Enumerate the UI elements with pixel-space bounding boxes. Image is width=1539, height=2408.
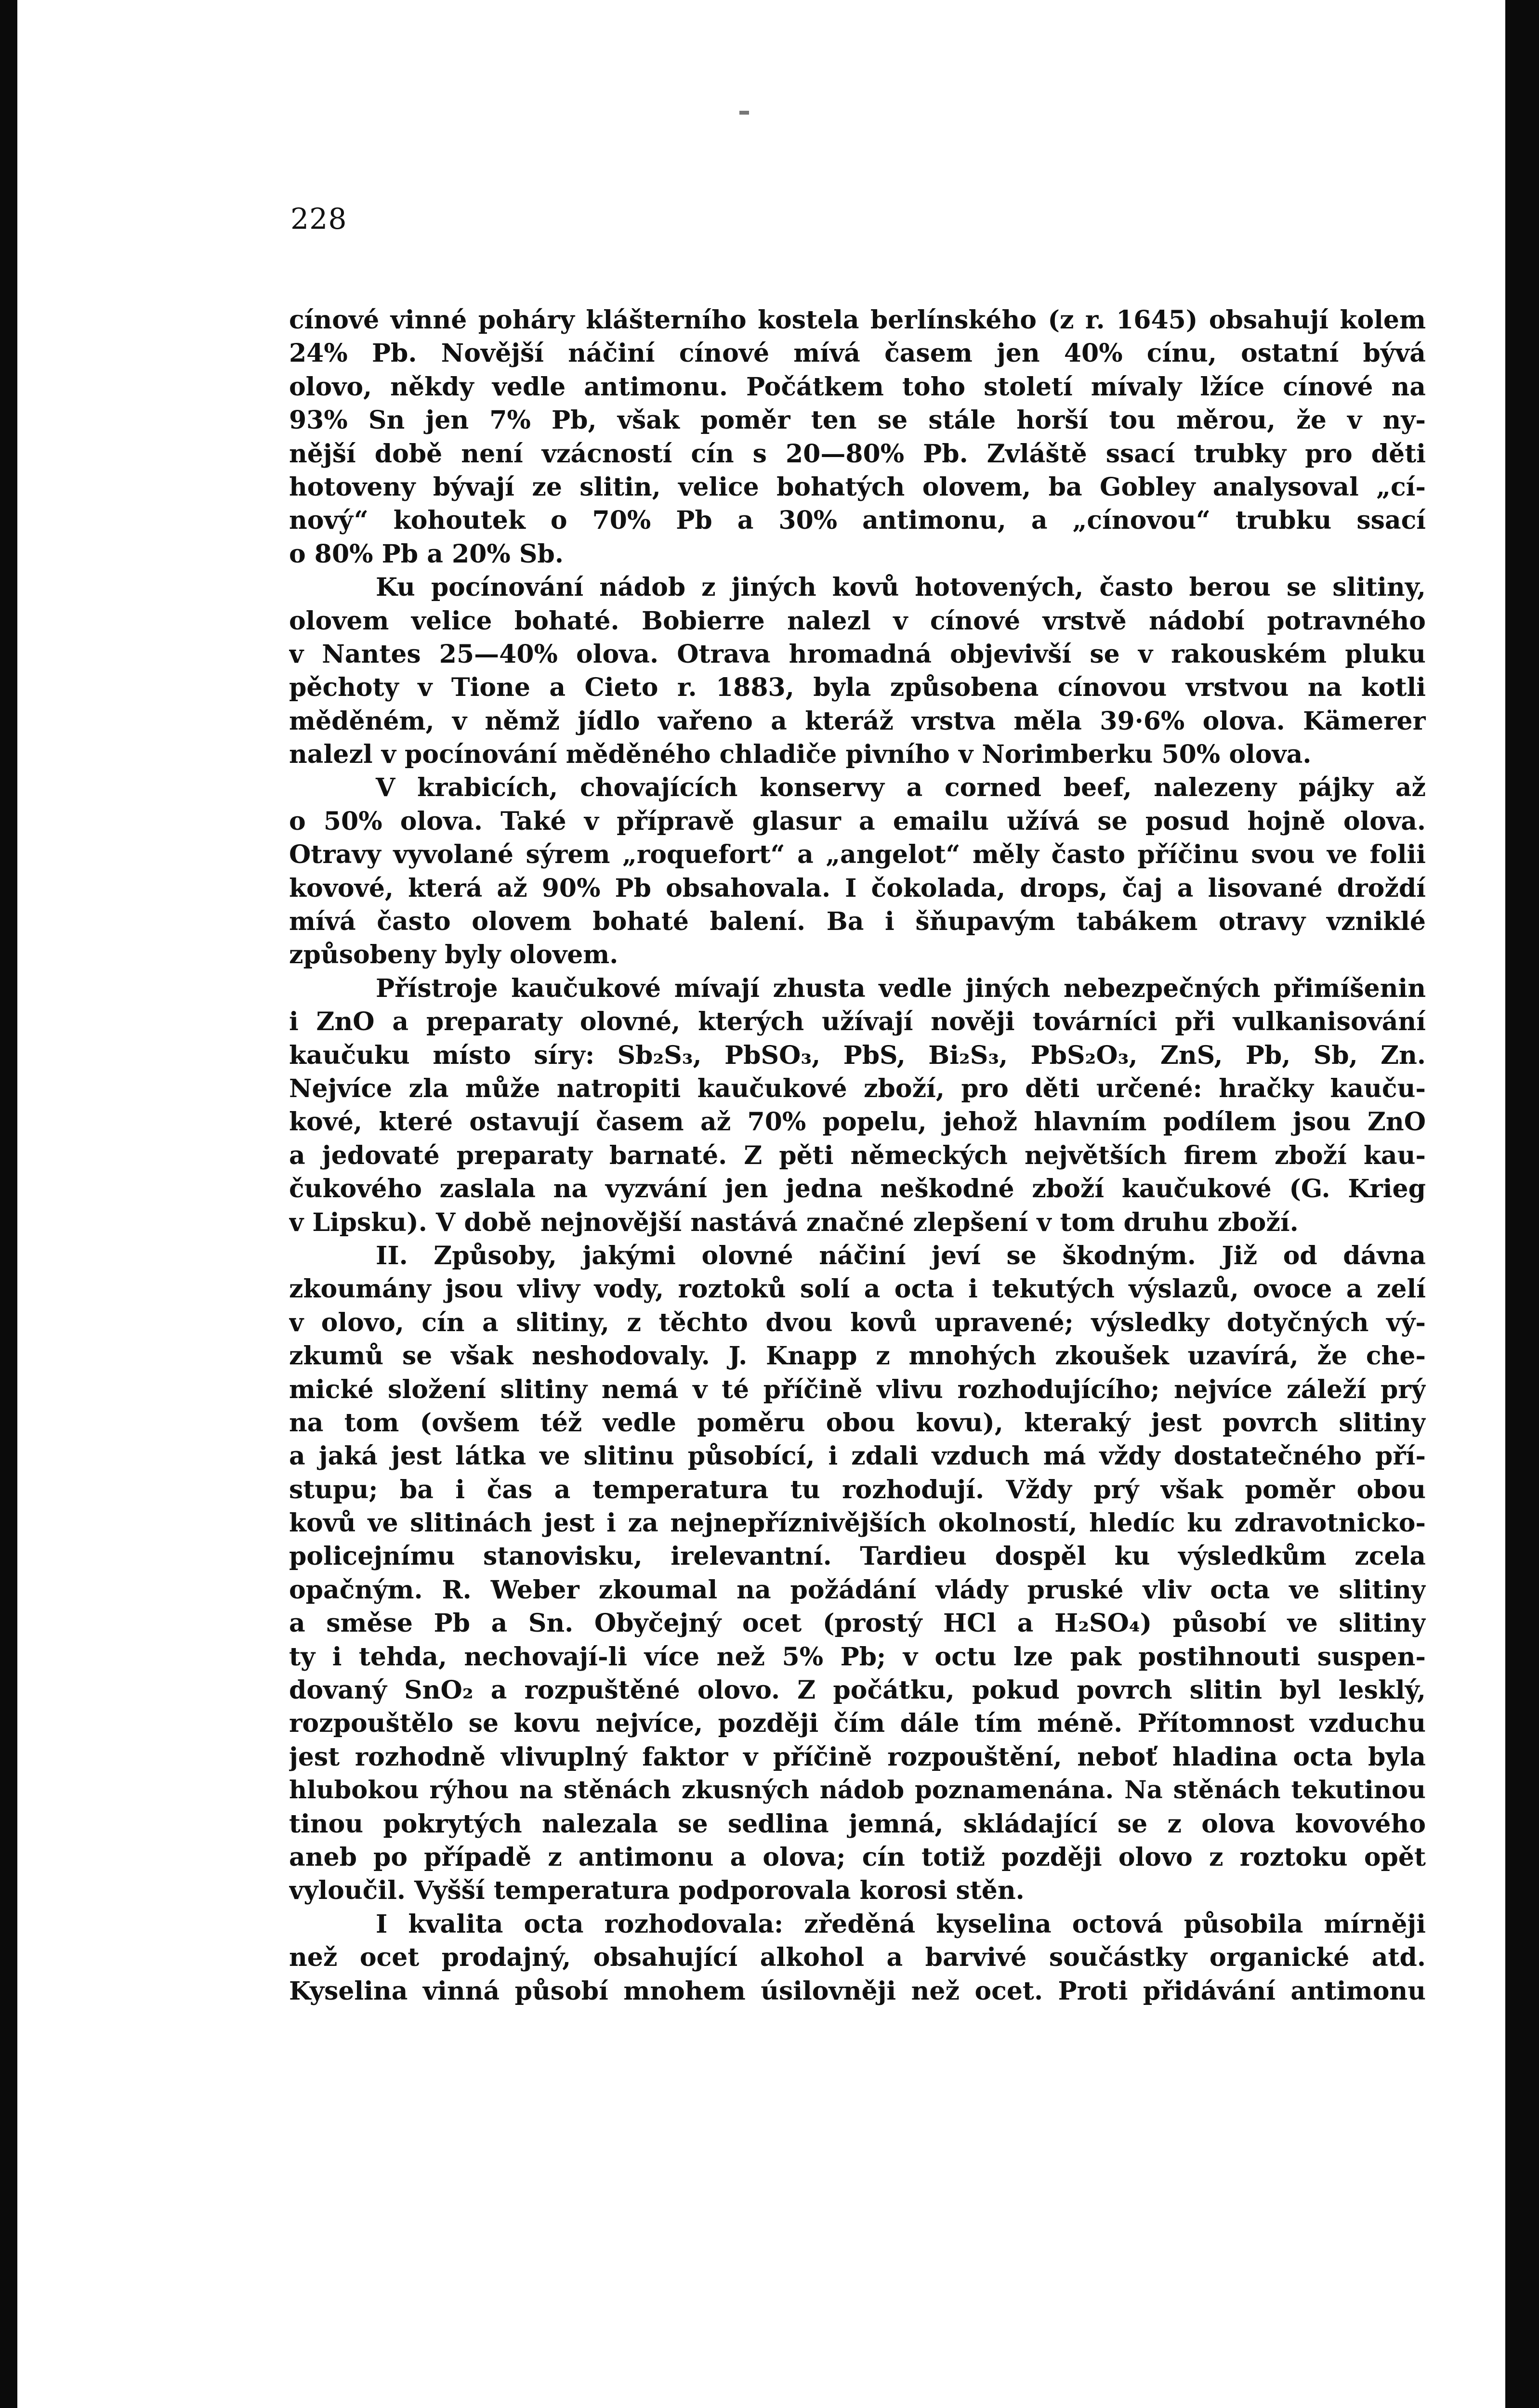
text-line: měděném, v němž jídlo vařeno a kteráž vrstva měla 39·6% olova. Kämerer [289, 706, 1426, 736]
text-line: kovů ve slitinách jest i za nejnepříznivějších okolností, hledíc ku zdravotnicko- [289, 1508, 1426, 1538]
text-line: než ocet prodajný, obsahující alkohol a barvivé součástky organické atd. [289, 1943, 1426, 1973]
text-line: policejnímu stanovisku, irelevantní. Tardieu dospěl ku výsledkům zcela [289, 1542, 1426, 1571]
text-line: aneb po případě z antimonu a olova; cín totiž později olovo z roztoku opět [289, 1842, 1426, 1872]
text-line: pěchoty v Tione a Cieto r. 1883, byla způsobena cínovou vrstvou na kotli [289, 673, 1426, 703]
scan-edge-right [1505, 0, 1539, 2408]
text-line: tinou pokrytých nalezala se sedlina jemná, skládající se z olova kovového [289, 1809, 1426, 1839]
text-line: Otravy vyvolané sýrem „roquefort“ a „angelot“ měly často příčinu svou ve folii [289, 840, 1426, 870]
text-line: hlubokou rýhou na stěnách zkusných nádob poznamenána. Na stěnách tekutinou [289, 1776, 1426, 1805]
page-number: 228 [290, 202, 347, 236]
text-line: v Lipsku). V době nejnovější nastává značné zlepšení v tom druhu zboží. [289, 1207, 1299, 1237]
text-line: kaučuku místo síry: Sb₂S₃, PbSO₃, PbS, Bi₂S₃, PbS₂O₃, ZnS, Pb, Sb, Zn. [289, 1040, 1426, 1070]
text-line: způsobeny byly olovem. [289, 940, 618, 970]
text-line: rozpouštělo se kovu nejvíce, později čím dále tím méně. Přítomnost vzduchu [289, 1709, 1426, 1739]
scan-mark [739, 111, 749, 115]
text-line: 24% Pb. Novější náčiní cínové mívá časem jen 40% cínu, ostatní bývá [289, 339, 1426, 368]
text-line: olovem velice bohaté. Bobierre nalezl v cínové vrstvě nádobí potravného [289, 606, 1426, 636]
text-line: mické složení slitiny nemá v té příčině vlivu rozhodujícího; nejvíce záleží prý [289, 1374, 1426, 1404]
scan-edge-left [0, 0, 17, 2408]
text-line: V krabicích, chovajících konservy a corned beef, nalezeny pájky až [376, 773, 1426, 803]
text-line: i ZnO a preparaty olovné, kterých užívají nověji továrníci při vulkanisování [289, 1007, 1426, 1037]
body-text [289, 303, 1426, 2008]
text-line: o 50% olova. Také v přípravě glasur a emailu užívá se posud hojně olova. [289, 806, 1426, 836]
text-line: vyloučil. Vyšší temperatura podporovala korosi stěn. [289, 1876, 1025, 1906]
text-line: olovo, někdy vedle antimonu. Počátkem toho století mívaly lžíce cínové na [289, 372, 1426, 402]
text-line: dovaný SnO₂ a rozpuštěné olovo. Z počátku, pokud povrch slitin byl lesklý, [289, 1675, 1426, 1705]
text-line: na tom (ovšem též vedle poměru obou kovu), kteraký jest povrch slitiny [289, 1408, 1426, 1438]
text-line: a směse Pb a Sn. Obyčejný ocet (prostý HCl a H₂SO₄) působí ve slitiny [289, 1609, 1426, 1638]
text-line: čukového zaslala na vyzvání jen jedna neškodné zboží kaučukové (G. Krieg [289, 1174, 1426, 1204]
text-line: v olovo, cín a slitiny, z těchto dvou kovů upravené; výsledky dotyčných vý- [289, 1308, 1426, 1337]
text-line: zkoumány jsou vlivy vody, roztoků solí a octa i tekutých výslazů, ovoce a zelí [289, 1274, 1426, 1304]
text-line: jest rozhodně vlivuplný faktor v příčině rozpouštění, neboť hladina octa byla [289, 1742, 1426, 1772]
text-line: zkumů se však neshodovaly. J. Knapp z mnohých zkoušek uzavírá, že che- [289, 1341, 1426, 1371]
text-line: nější době není vzácností cín s 20—80% Pb. Zvláště ssací trubky pro děti [289, 439, 1426, 469]
text-line: Přístroje kaučukové mívají zhusta vedle jiných nebezpečných přimíšenin [376, 973, 1426, 1003]
text-line: opačným. R. Weber zkoumal na požádání vlády pruské vliv octa ve slitiny [289, 1575, 1426, 1605]
text-line: cínové vinné poháry klášterního kostela berlínského (z r. 1645) obsahují kolem [289, 305, 1426, 335]
text-line: hotoveny bývají ze slitin, velice bohatých olovem, ba Gobley analysoval „cí- [289, 472, 1426, 502]
text-line: Kyselina vinná působí mnohem úsilovněji než ocet. Proti přidávání antimonu [289, 1976, 1426, 2006]
text-line: stupu; ba i čas a temperatura tu rozhodují. Vždy prý však poměr obou [289, 1475, 1426, 1505]
text-line: nový“ kohoutek o 70% Pb a 30% antimonu, a „cínovou“ trubku ssací [289, 506, 1426, 536]
text-line: v Nantes 25—40% olova. Otrava hromadná objevivší se v rakouském pluku [289, 639, 1426, 669]
text-line: a jaká jest látka ve slitinu působící, i zdali vzduch má vždy dostatečného pří- [289, 1441, 1426, 1471]
text-line: ty i tehda, nechovají-li více než 5% Pb; v octu lze pak postihnouti suspen- [289, 1642, 1426, 1672]
text-line: Ku pocínování nádob z jiných kovů hotovených, často berou se slitiny, [376, 573, 1426, 602]
text-line: II. Způsoby, jakými olovné náčiní jeví se škodným. Již od dávna [376, 1241, 1426, 1270]
text-line: I kvalita octa rozhodovala: zředěná kyselina octová působila mírněji [376, 1909, 1426, 1939]
text-line: Nejvíce zla může natropiti kaučukové zboží, pro děti určené: hračky kauču- [289, 1073, 1426, 1103]
text-line: mívá často olovem bohaté balení. Ba i šňupavým tabákem otravy vzniklé [289, 907, 1426, 937]
text-line: kovové, která až 90% Pb obsahovala. I čokolada, drops, čaj a lisované droždí [289, 873, 1426, 903]
text-line: o 80% Pb a 20% Sb. [289, 539, 564, 569]
text-line: 93% Sn jen 7% Pb, však poměr ten se stále horší tou měrou, že v ny- [289, 406, 1426, 435]
text-line: a jedovaté preparaty barnaté. Z pěti německých největších firem zboží kau- [289, 1140, 1426, 1170]
text-line: kové, které ostavují časem až 70% popelu, jehož hlavním podílem jsou ZnO [289, 1107, 1426, 1137]
text-line: nalezl v pocínování měděného chladiče pivního v Norimberku 50% olova. [289, 740, 1312, 770]
